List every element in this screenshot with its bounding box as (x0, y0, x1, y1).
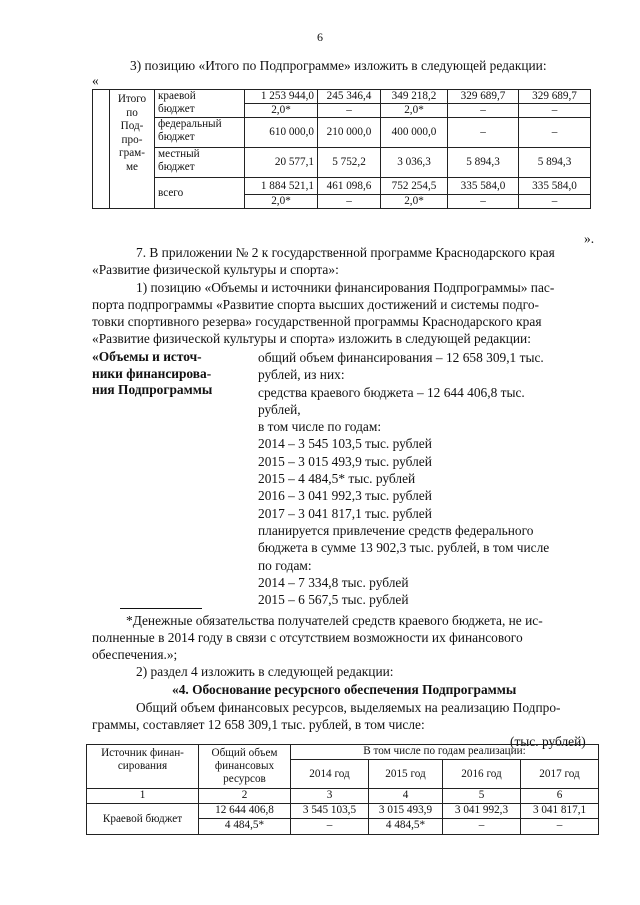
column-number: 2 (199, 789, 291, 804)
header-year: 2014 год (291, 760, 369, 789)
passport-line: рублей, из них: (258, 367, 345, 383)
passport-line: 2015 – 4 484,5* тыс. рублей (258, 471, 416, 487)
para7-sub-line: «Развитие физической культуры и спорта» изложить в следующей редакции: (92, 331, 531, 346)
table-cell: – (521, 819, 599, 835)
source-local (155, 148, 245, 178)
source-line: бюджет (158, 161, 195, 173)
section4-text-line: граммы, составляет 12 658 309,1 тыс. рублей, в том числе: (92, 717, 425, 732)
source-federal (155, 118, 245, 148)
table-cell: – (448, 195, 519, 209)
table-cell: – (519, 104, 591, 118)
table-cell: 210 000,0 (318, 118, 381, 148)
passport-title-line: ния Подпрограммы (92, 382, 213, 397)
passport-content (258, 349, 549, 608)
para7-line1: 7. В приложении № 2 к государственной программе Краснодарского края (136, 245, 555, 260)
para7-sub-line: 1) позицию «Объемы и источники финансирования Подпрограммы» пас- (136, 280, 555, 295)
footnote-line: полненные в 2014 году в связи с отсутствием возможности их финансового (92, 630, 523, 645)
table-cell: 329 689,7 (448, 90, 519, 104)
footnote-line: *Денежные обязательства получателей средств краевого бюджета, не ис- (126, 613, 543, 628)
header-line: Общий объем (211, 747, 278, 759)
table-cell: 245 346,4 (318, 90, 381, 104)
table-cell: 3 015 493,9 (369, 804, 443, 819)
source-line: бюджет (158, 103, 195, 115)
column-number: 1 (87, 789, 199, 804)
table-cell: 3 041 817,1 (521, 804, 599, 819)
passport-line: средства краевого бюджета – 12 644 406,8 тыс. (258, 384, 525, 400)
passport-line: по годам: (258, 557, 312, 573)
section4-title: «4. Обоснование ресурсного обеспечения Подпрограммы (172, 682, 517, 697)
table-cell: 5 752,2 (318, 148, 381, 178)
table-cell: 349 218,2 (381, 90, 448, 104)
passport-line: в том числе по годам: (258, 419, 382, 435)
table-cell: 2,0* (245, 195, 318, 209)
totals-label-line: грам- (119, 147, 145, 159)
source-line: федеральный (158, 118, 222, 130)
header-line: финансовых (214, 760, 275, 772)
header-by-year: В том числе по годам реализации: (291, 745, 599, 760)
para7-sub-line: товки спортивного резерва» государственной программы Краснодарского края (92, 314, 542, 329)
header-source (87, 745, 199, 789)
table-margin-cell (93, 90, 110, 209)
totals-row-label (110, 90, 155, 209)
totals-label-line: ме (125, 160, 139, 173)
source-line: краевой (158, 90, 196, 102)
header-line: Источник финан- (101, 747, 184, 759)
table-cell: – (448, 118, 519, 148)
table-cell: 329 689,7 (519, 90, 591, 104)
totals-label-line: Итого (117, 93, 147, 105)
unit-note: (тыс. рублей) (510, 734, 586, 749)
source-line: местный (158, 148, 200, 160)
item3-heading: 3) позицию «Итого по Подпрограмме» изложить в следующей редакции: (130, 58, 547, 73)
source-total (155, 178, 245, 209)
table-cell: – (519, 118, 591, 148)
table-cell: 2,0* (245, 104, 318, 118)
footnote-line: обеспечения.»; (92, 647, 178, 662)
header-year: 2017 год (521, 760, 599, 789)
column-number: 4 (369, 789, 443, 804)
table-cell: 2,0* (381, 195, 448, 209)
table-cell: 1 253 944,0 (245, 90, 318, 104)
passport-title-line: ники финансирова- (92, 365, 212, 381)
passport-title (92, 349, 212, 399)
header-line: ресурсов (223, 773, 266, 785)
header-total (199, 745, 291, 789)
header-line: сирования (117, 760, 168, 772)
table-cell: 335 584,0 (448, 178, 519, 195)
close-quote: ». (584, 231, 595, 246)
table-cell: 20 577,1 (245, 148, 318, 178)
table-cell: – (448, 104, 519, 118)
resources-table (86, 744, 599, 835)
passport-line: 2015 – 3 015 493,9 тыс. рублей (258, 453, 432, 469)
table-cell: – (318, 104, 381, 118)
source-line: всего (158, 186, 184, 199)
table-cell: 12 644 406,8 (199, 804, 291, 819)
table-cell: 1 884 521,1 (245, 178, 318, 195)
passport-line: планируется привлечение средств федерального (258, 522, 534, 538)
table-cell: 335 584,0 (519, 178, 591, 195)
item2-text: 2) раздел 4 изложить в следующей редакции: (136, 664, 394, 679)
source-regional (155, 90, 245, 118)
passport-line: рублей, (258, 401, 301, 417)
table-cell: 461 098,6 (318, 178, 381, 195)
column-number: 5 (443, 789, 521, 804)
passport-line: 2015 – 6 567,5 тыс. рублей (258, 592, 409, 608)
table-cell: – (318, 195, 381, 209)
table-cell: – (519, 195, 591, 209)
table-cell: 610 000,0 (245, 118, 318, 148)
page-number: 6 (317, 30, 323, 44)
table-cell: 3 545 103,5 (291, 804, 369, 819)
totals-label-line: про- (121, 133, 143, 146)
table-cell: 3 041 992,3 (443, 804, 521, 819)
table-cell: – (443, 819, 521, 835)
passport-line: общий объем финансирования – 12 658 309,1 тыс. (258, 350, 544, 365)
para7-line2: «Развитие физической культуры и спорта»: (92, 262, 339, 277)
table-cell: 4 484,5* (199, 819, 291, 835)
section4-text-line: Общий объем финансовых ресурсов, выделяемых на реализацию Подпро- (136, 700, 561, 715)
column-number: 6 (521, 789, 599, 804)
passport-line: 2014 – 3 545 103,5 тыс. рублей (258, 436, 432, 452)
table-cell: 5 894,3 (519, 148, 591, 178)
table-cell: 752 254,5 (381, 178, 448, 195)
passport-line: 2017 – 3 041 817,1 тыс. рублей (258, 505, 432, 521)
passport-line: 2016 – 3 041 992,3 тыс. рублей (258, 488, 432, 504)
table-cell: 2,0* (381, 104, 448, 118)
column-number: 3 (291, 789, 369, 804)
totals-table (92, 89, 591, 209)
passport-line: бюджета в сумме 13 902,3 тыс. рублей, в том числе (258, 540, 550, 556)
open-quote: « (92, 73, 99, 88)
footnote-rule (120, 608, 202, 609)
source-line: бюджет (158, 131, 195, 143)
table-cell: – (291, 819, 369, 835)
header-year: 2015 год (369, 760, 443, 789)
passport-title-line: «Объемы и источ- (92, 349, 202, 364)
header-year: 2016 год (443, 760, 521, 789)
table-cell: 400 000,0 (381, 118, 448, 148)
row-label-regional: Краевой бюджет (87, 804, 199, 835)
totals-label-line: по (126, 106, 138, 119)
table-cell: 3 036,3 (381, 148, 448, 178)
table-cell: 4 484,5* (369, 819, 443, 835)
passport-line: 2014 – 7 334,8 тыс. рублей (258, 574, 409, 590)
totals-label-line: Под- (120, 120, 144, 132)
para7-sub-line: порта подпрограммы «Развитие спорта высших достижений и системы подго- (92, 297, 539, 312)
table-cell: 5 894,3 (448, 148, 519, 178)
